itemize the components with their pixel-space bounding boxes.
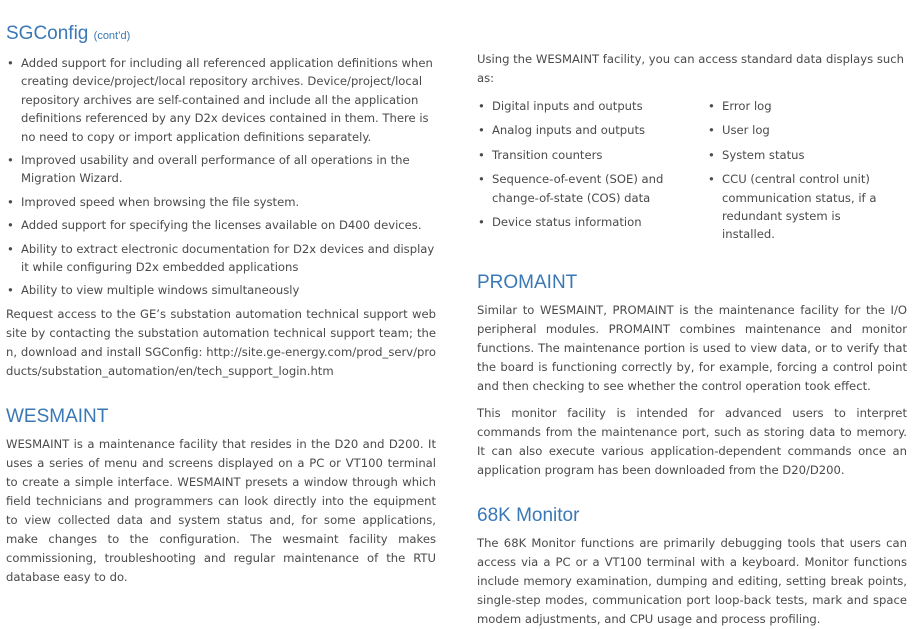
monitor-68k-heading: 68K Monitor	[477, 504, 580, 526]
list-item: • User log	[707, 121, 907, 139]
bullet-icon: •	[7, 241, 14, 256]
bullet-icon: •	[708, 147, 715, 162]
list-item: • Device status information	[477, 213, 707, 231]
list-item: • Ability to extract electronic documentation for D2x devices and display it while configuring D2x embedded applications	[7, 241, 435, 275]
bullet-icon: •	[478, 123, 485, 138]
bullet-icon: •	[478, 172, 485, 187]
data-display-lists	[477, 97, 907, 249]
data-display-list-right	[707, 97, 907, 249]
bullet-icon: •	[708, 172, 715, 187]
wesmaint-intro: Using the WESMAINT facility, you can access standard data displays such as:	[477, 52, 904, 85]
sgconfig-heading	[6, 22, 436, 48]
bullet-icon: •	[478, 215, 485, 230]
list-item: • System status	[707, 146, 907, 164]
bullet-icon: •	[7, 56, 14, 70]
promaint-paragraph-1: Similar to WESMAINT, PROMAINT is the maintenance facility for the I/O peripheral modules. PROMAINT combines maintenance and monitor functions. The maintenance portion is used to view data, or to verify that the board is functioning correctly by, for example, forcing a control point and then checking to see whether the control operation took effect.	[477, 302, 907, 393]
sgconfig-title-suffix: (cont’d)	[93, 30, 131, 42]
bullet-icon: •	[7, 194, 14, 209]
bullet-icon: •	[478, 99, 485, 113]
data-display-list-left	[477, 97, 707, 249]
list-item: • Ability to view multiple windows simultaneously	[6, 281, 436, 299]
bullet-icon: •	[708, 99, 715, 113]
sgconfig-bullet-list	[6, 54, 436, 300]
left-column	[6, 0, 436, 587]
list-item: • Sequence-of-event (SOE) and change-of-state (COS) data	[478, 172, 664, 205]
bullet-icon: •	[708, 123, 715, 138]
bullet-icon: •	[7, 218, 14, 233]
list-item: • Digital inputs and outputs	[477, 97, 707, 115]
list-item: • Improved speed when browsing the file system.	[6, 193, 436, 211]
sgconfig-access-paragraph: Request access to the GE’s substation automation technical support website by contacting the substation automation technical support team; then, download and install SGConfig: http://site.ge-energy.com/prod_serv/products/substation_automation/en/tech_support_login.htm	[6, 306, 436, 378]
list-item: • Analog inputs and outputs	[477, 121, 707, 139]
list-item: • CCU (central control unit) communication status, if a redundant system is installed.	[708, 172, 877, 242]
list-item: • Added support for specifying the licenses available on D400 devices.	[6, 216, 436, 234]
promaint-paragraph-2: This monitor facility is intended for advanced users to interpret commands from the maintenance port, such as storing data to memory. It can also execute various application-dependent commands once an application program has been downloaded from the D20/D200.	[477, 405, 907, 477]
bullet-icon: •	[7, 153, 14, 168]
list-item: • Transition counters	[477, 146, 707, 164]
promaint-heading: PROMAINT	[477, 271, 578, 293]
sgconfig-title: SGConfig	[6, 23, 89, 44]
list-item: • Error log	[707, 97, 907, 115]
list-item: • Improved usability and overall performance of all operations in the Migration Wizard.	[7, 153, 410, 186]
monitor-68k-paragraph: The 68K Monitor functions are primarily debugging tools that users can access via a PC or a VT100 terminal with a keyboard. Monitor functions include memory examination, dumping and editing, setting break points, single-step modes, communication port loop-back tests, mark and space modem adjustments, and CPU usage and process profiling.	[477, 535, 907, 626]
wesmaint-paragraph: WESMAINT is a maintenance facility that resides in the D20 and D200. It uses a series of menu and screens displayed on a PC or VT100 terminal to create a simple interface. WESMAINT presets a window through which field technicians and programmers can look directly into the equipment to view collected data and system status and, for some applications, make changes to the configuration. The wesmaint facility makes commissioning, troubleshooting and regular maintenance of the RTU database easy to do.	[6, 436, 436, 584]
bullet-icon: •	[478, 147, 485, 162]
list-item: • Added support for including all referenced application definitions when creating device/project/local repository archives. Device/project/local repository archives are self-contained and include all the application definitions referenced by any D2x devices contained in them. There is no need to copy or import application definitions separately.	[7, 56, 433, 144]
right-column	[477, 0, 907, 629]
bullet-icon: •	[7, 283, 14, 298]
wesmaint-heading: WESMAINT	[6, 405, 109, 427]
